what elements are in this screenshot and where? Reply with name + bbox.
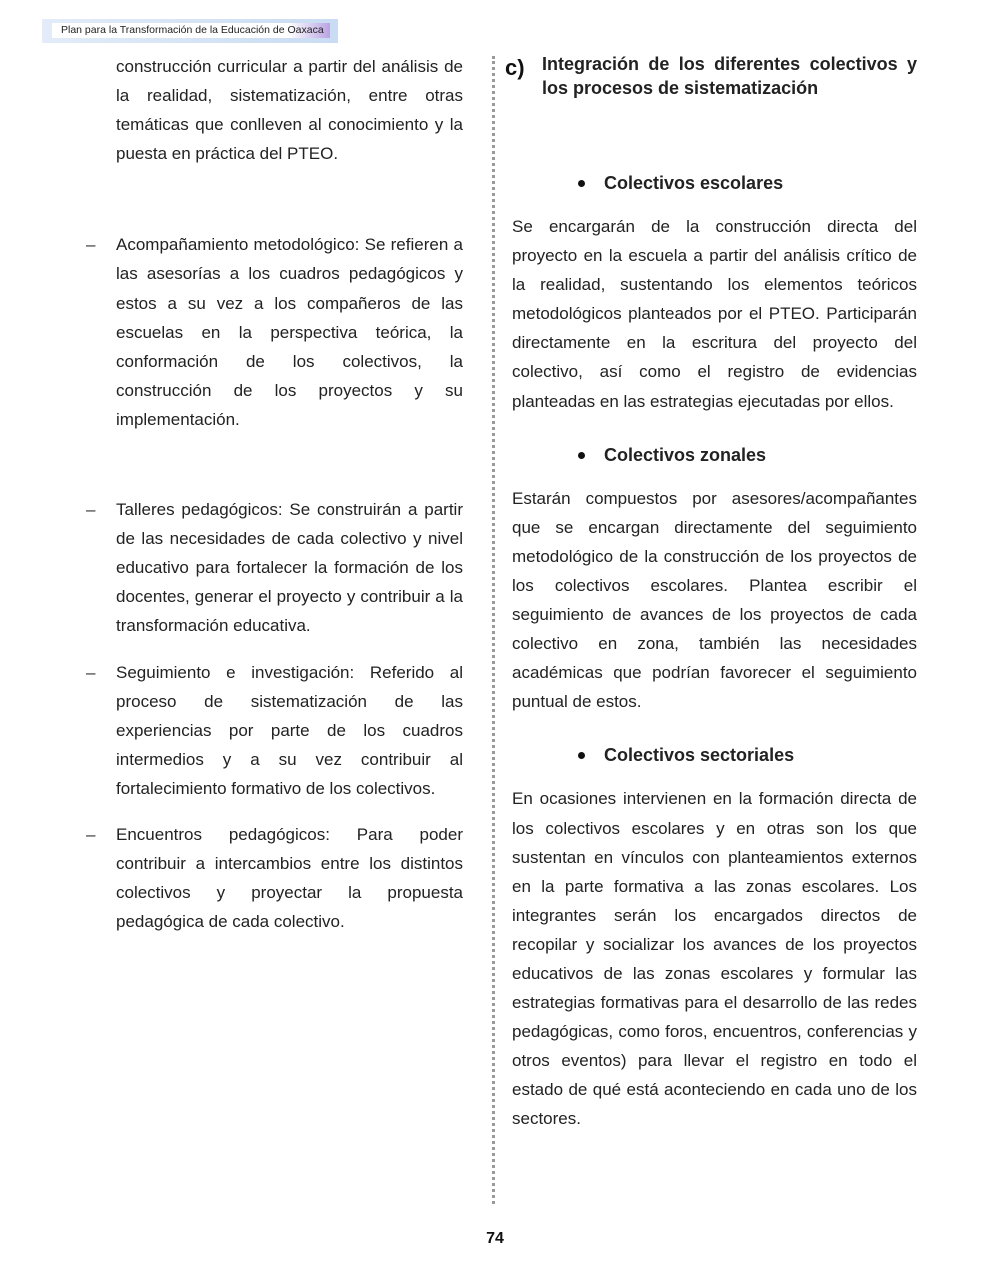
subsection-title-escolares: Colectivos escolares xyxy=(604,173,784,193)
subsection-heading xyxy=(512,442,917,468)
subsection-heading xyxy=(512,170,917,196)
running-header: Plan para la Transformación de la Educación de Oaxaca xyxy=(52,23,330,38)
dash-marker: – xyxy=(86,235,96,255)
list-item xyxy=(86,495,463,640)
list-item xyxy=(86,820,463,936)
right-column xyxy=(505,52,917,1134)
item-text-encuentros: Encuentros pedagógicos: Para poder contribuir a intercambios entre los distintos colectivos y proyectar la propuesta pedagógica de cada colectivo. xyxy=(116,824,463,932)
bullet-icon xyxy=(578,180,585,187)
item-text-seguimiento: Seguimiento e investigación: Referido al proceso de sistematización de las experiencias por parte de los cuadros intermedios y a su vez contribuir al fortalecimiento formativo de los colectivos. xyxy=(116,662,463,798)
subsection-text-escolares: Se encargarán de la construcción directa del proyecto en la escuela a partir del análisis crítico de la realidad, sustentando los elementos teóricos metodológicos planteados por el PTEO. Participarán directamente en la escritura del proyecto del colectivo, así como el registro de evidencias planteadas en las estrategias ejecutadas por ellos. xyxy=(512,217,917,411)
section-heading xyxy=(505,52,917,100)
item-text-acompanamiento: Acompañamiento metodológico: Se refieren a las asesorías a los cuadros pedagógicos y estos a su vez a los compañeros de las escuelas en la perspectiva teórica, la conformación de los colectivos, la construcción de los proyectos y su implementación. xyxy=(116,235,463,429)
dash-marker: – xyxy=(86,500,96,520)
intro-continuation: construcción curricular a partir del análisis de la realidad, sistematización, entre otras temáticas que conlleven al conocimiento y la puesta en práctica del PTEO. xyxy=(116,57,463,164)
item-text-talleres: Talleres pedagógicos: Se construirán a partir de las necesidades de cada colectivo y nivel educativo para fortalecer la formación de los docentes, generar el proyecto y contribuir a la transformación educativa. xyxy=(116,500,463,636)
list-item-continuation xyxy=(86,52,463,168)
section-letter: c) xyxy=(505,55,525,80)
subsection-heading xyxy=(512,742,917,768)
section-title: Integración de los diferentes colectivos y los procesos de sistematización xyxy=(542,54,917,98)
column-divider xyxy=(492,56,495,1204)
list-item xyxy=(86,658,463,803)
subsection-text-zonales: Estarán compuestos por asesores/acompañantes que se encargan directamente del seguimiento metodológico de la construcción de los proyectos de los colectivos escolares. Plantea escribir el seguimiento de avances de los proyectos de cada colectivo en zona, también las necesidades académicas que podrían favorecer el seguimiento puntual de estos. xyxy=(512,488,917,712)
subsection-title-zonales: Colectivos zonales xyxy=(604,444,767,465)
list-item xyxy=(86,230,463,434)
subsection-title-sectoriales: Colectivos sectoriales xyxy=(604,745,795,766)
dash-marker: – xyxy=(86,824,96,844)
page-number: 74 xyxy=(486,1230,504,1247)
dash-marker: – xyxy=(86,662,96,682)
bullet-icon xyxy=(578,752,585,759)
left-column xyxy=(86,52,463,936)
subsection-text-sectoriales: En ocasiones intervienen en la formación directa de los colectivos escolares y en otras son los que sustentan en vínculos con planteamientos externos en la parte formativa a las zonas escolares. Los integrantes serán los encargados directos de recopilar y socializar los avances de los proyectos educativos de las zonas escolares y formular las estrategias formativas para el desarrollo de las redes pedagógicas, como foros, encuentros, conferencias y otros eventos) para llevar el registro en todo el estado de qué está aconteciendo en cada uno de los sectores. xyxy=(512,789,917,1129)
bullet-icon xyxy=(578,452,585,459)
